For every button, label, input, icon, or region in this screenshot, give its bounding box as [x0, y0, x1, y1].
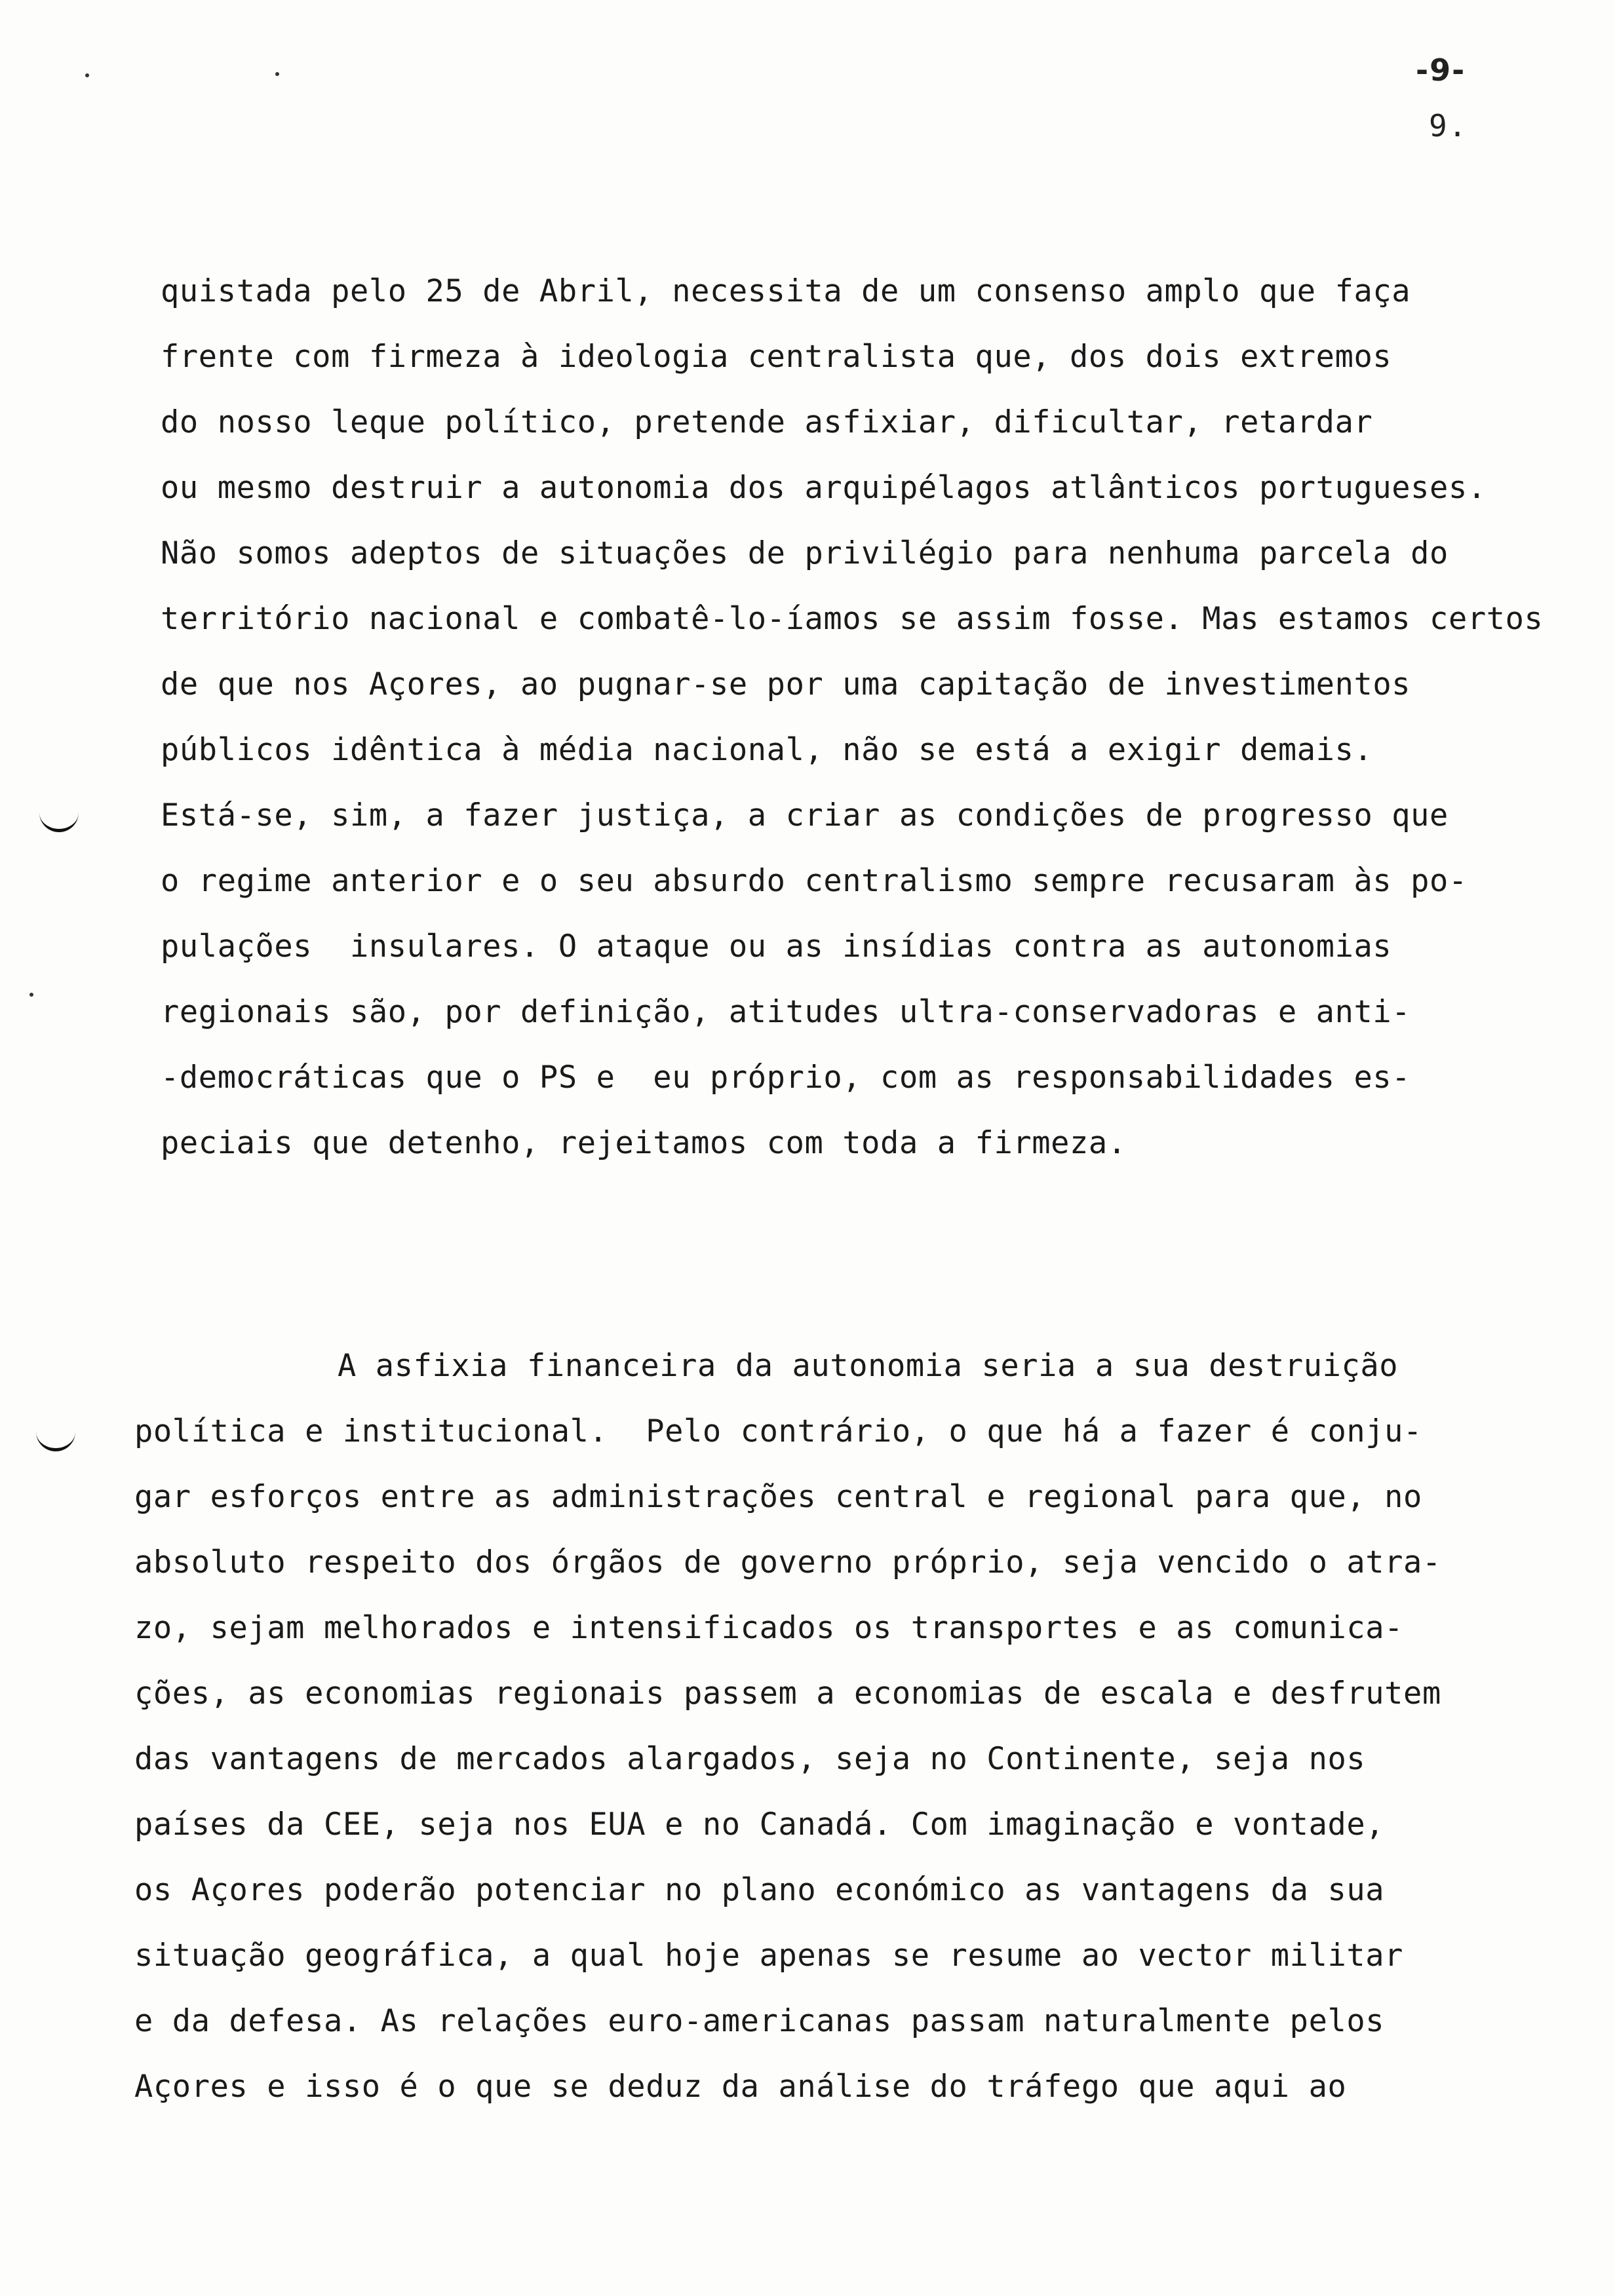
text-line: públicos idêntica à média nacional, não se está a exigir demais. — [161, 732, 1373, 768]
margin-bracket-mark — [39, 809, 79, 832]
text-line: A asfixia financeira da autonomia seria a sua destruição — [338, 1348, 1399, 1384]
text-line: Açores e isso é o que se deduz da análise do tráfego que aqui ao — [134, 2069, 1347, 2105]
text-line: regionais são, por definição, atitudes ultra-conservadoras e anti- — [161, 994, 1411, 1030]
margin-bracket-mark — [36, 1428, 75, 1451]
text-line: pulações insulares. O ataque ou as insídias contra as autonomias — [161, 928, 1392, 965]
text-line: do nosso leque político, pretende asfixiar, dificultar, retardar — [161, 404, 1373, 440]
text-line: território nacional e combatê-lo-íamos se assim fosse. Mas estamos certos — [161, 601, 1544, 637]
text-line: quistada pelo 25 de Abril, necessita de um consenso amplo que faça — [161, 273, 1411, 309]
text-line: -democráticas que o PS e eu próprio, com as responsabilidades es- — [161, 1060, 1411, 1096]
handwritten-page-number: -9- — [1416, 52, 1466, 88]
text-line: absoluto respeito dos órgãos de governo próprio, seja vencido o atra- — [134, 1544, 1441, 1580]
text-line: política e institucional. Pelo contrário, o que há a fazer é conju- — [134, 1413, 1422, 1449]
text-line: ou mesmo destruir a autonomia dos arquipélagos atlânticos portugueses. — [161, 470, 1487, 506]
text-line: o regime anterior e o seu absurdo centralismo sempre recusaram às po- — [161, 863, 1468, 899]
text-line: gar esforços entre as administrações central e regional para que, no — [134, 1479, 1422, 1515]
paragraph-2 — [134, 1333, 1441, 2120]
text-line: ções, as economias regionais passem a economias de escala e desfrutem — [134, 1675, 1441, 1712]
text-line: zo, sejam melhorados e intensificados os transportes e as comunica- — [134, 1610, 1404, 1646]
text-line: Está-se, sim, a fazer justiça, a criar as condições de progresso que — [161, 797, 1449, 833]
text-line: peciais que detenho, rejeitamos com toda a firmeza. — [161, 1125, 1127, 1161]
text-line: de que nos Açores, ao pugnar-se por uma capitação de investimentos — [161, 666, 1411, 702]
text-line: situação geográfica, a qual hoje apenas se resume ao vector militar — [134, 1938, 1404, 1974]
paragraph-1 — [161, 259, 1543, 1176]
typed-page-number: 9. — [1429, 108, 1468, 144]
text-line: e da defesa. As relações euro-americanas passam naturalmente pelos — [134, 2003, 1385, 2039]
scan-speck — [275, 72, 279, 76]
text-line: das vantagens de mercados alargados, seja no Continente, seja nos — [134, 1741, 1366, 1777]
text-line: frente com firmeza à ideologia centralista que, dos dois extremos — [161, 339, 1392, 375]
text-line: os Açores poderão potenciar no plano económico as vantagens da sua — [134, 1872, 1385, 1908]
text-line: países da CEE, seja nos EUA e no Canadá. Com imaginação e vontade, — [134, 1807, 1385, 1843]
scan-speck — [85, 73, 89, 77]
text-line: Não somos adeptos de situações de privilégio para nenhuma parcela do — [161, 535, 1449, 571]
scan-speck — [29, 993, 33, 997]
